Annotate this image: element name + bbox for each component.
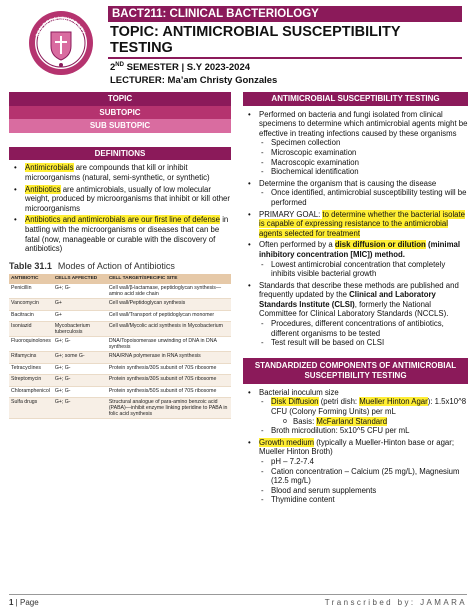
definition-first-line bbox=[9, 215, 231, 253]
table-cell: Vancomycin bbox=[9, 299, 53, 311]
highlight-mueller-hinton: Mueller Hinton Agar bbox=[359, 397, 428, 407]
list-item: - Once identified, antimicrobial susceptibility testing will be performed bbox=[259, 188, 468, 207]
definition-text: in battling with the microorganisms or diseases that can be fatal (now, manageable or curable with the discovery of antibiotics) bbox=[25, 215, 229, 254]
list-item: - Macroscopic examination bbox=[259, 158, 468, 168]
table-cell: G+; G- bbox=[53, 375, 107, 387]
lecturer-line: LECTURER: Ma’am Christy Gonzales bbox=[110, 75, 278, 87]
ast-sublist bbox=[259, 319, 468, 348]
highlight-mcfarland: McFarland Standard bbox=[316, 416, 388, 426]
university-seal-logo bbox=[28, 10, 94, 76]
ast-text: Performed on bacteria and fungi isolated from clinical specimens to determine which antimicrobial agents might be effective in treating infections caused by these organisms bbox=[259, 109, 468, 138]
semester-line bbox=[108, 59, 462, 73]
table-cell: G+; G- bbox=[53, 386, 107, 398]
table-cell: Cell wall/Peptidoglycan synthesis bbox=[107, 299, 231, 311]
header-text-block bbox=[108, 6, 462, 86]
page-label: | Page bbox=[13, 598, 39, 607]
table-cell: G+; G- bbox=[53, 398, 107, 419]
components-list bbox=[243, 388, 468, 505]
ast-point-standards bbox=[243, 281, 468, 348]
component-sublist bbox=[259, 397, 468, 435]
list-item: - Lowest antimicrobial concentration that completely inhibits visible bacterial growth bbox=[259, 260, 468, 279]
list-item: - Biochemical identification bbox=[259, 167, 468, 177]
ast-heading: ANTIMICROBIAL SUSCEPTIBILITY TESTING bbox=[243, 92, 468, 106]
table-cell: G+; G- bbox=[53, 337, 107, 352]
legend-topic: TOPIC bbox=[9, 92, 231, 106]
table-row bbox=[9, 310, 231, 322]
table-cell: Protein synthesis/30S subunit of 70S ribosome bbox=[107, 363, 231, 375]
component-growth-medium bbox=[243, 438, 468, 505]
ast-point-determine bbox=[243, 179, 468, 208]
definition-antibiotics bbox=[9, 185, 231, 214]
table-cell: G+; G- bbox=[53, 284, 107, 299]
semester-text: SEMESTER | S.Y 2023-2024 bbox=[123, 62, 251, 74]
list-item: - Cation concentration – Calcium (25 mg/L), Magnesium (12.5 mg/L) bbox=[259, 467, 468, 486]
definition-antimicrobials bbox=[9, 163, 231, 182]
table-cell: Bacitracin bbox=[9, 310, 53, 322]
table-caption bbox=[9, 262, 231, 272]
page-number-value: 1 bbox=[9, 598, 14, 607]
term-antimicrobials: Antimicrobials bbox=[25, 163, 74, 173]
table-cell: Fluoroquinolones bbox=[9, 337, 53, 352]
list-item bbox=[281, 417, 468, 427]
list-item: - Microscopic examination bbox=[259, 148, 468, 158]
list-item: - Broth microdilution: 5x10^5 CFU per mL bbox=[259, 426, 468, 436]
table-cell: Chloramphenicol bbox=[9, 386, 53, 398]
left-column bbox=[9, 92, 231, 419]
table-cell: Penicillin bbox=[9, 284, 53, 299]
legend-subsubtopic: SUB SUBTOPIC bbox=[9, 119, 231, 133]
table-row bbox=[9, 375, 231, 387]
table-row bbox=[9, 299, 231, 311]
highlight-growth-medium: Growth medium bbox=[259, 437, 315, 447]
component-text: (typically a Mueller-Hinton base or agar; Mueller Hinton Broth) bbox=[259, 437, 455, 457]
list-item: - Test result will be based on CLSI bbox=[259, 338, 468, 348]
table-cell: Isoniazid bbox=[9, 322, 53, 337]
table-row bbox=[9, 363, 231, 375]
antibiotics-table bbox=[9, 274, 231, 419]
table-cell: RNA/RNA polymerase in RNA synthesis bbox=[107, 352, 231, 364]
semester-number: 2 bbox=[110, 62, 116, 74]
highlight-disk-diffusion: Disk Diffusion bbox=[271, 397, 319, 407]
ast-text: PRIMARY GOAL: bbox=[259, 209, 323, 219]
definitions-list bbox=[9, 163, 231, 253]
highlight-method: disk diffusion or dilution bbox=[334, 240, 426, 250]
component-subsublist bbox=[281, 417, 468, 427]
definition-text: are compounds that kill or inhibit microorganisms (natural, semi-synthetic, or synthetic) bbox=[25, 163, 210, 182]
table-header-cell: CELLS AFFECTED bbox=[53, 274, 107, 284]
table-cell: G+; G- bbox=[53, 363, 107, 375]
definitions-heading: DEFINITIONS bbox=[9, 147, 231, 161]
table-cell: Tetracyclines bbox=[9, 363, 53, 375]
highlight-first-line: Antibiotics and antimicrobials are our first line of defense bbox=[25, 215, 221, 225]
table-cell: G+ bbox=[53, 299, 107, 311]
page-number bbox=[9, 598, 39, 607]
course-title: BACT211: CLINICAL BACTERIOLOGY bbox=[108, 6, 462, 22]
highlight-primary-goal: to determine whether the bacterial isolate is capable of expressing resistance to the antimicrobial agents selected for treatment bbox=[259, 209, 466, 238]
ast-list bbox=[243, 110, 468, 348]
component-text: Bacterial inoculum size bbox=[259, 387, 339, 397]
table-cell: Mycobacterium tuberculosis bbox=[53, 322, 107, 337]
list-item: - Blood and serum supplements bbox=[259, 486, 468, 496]
table-row bbox=[9, 322, 231, 337]
list-item bbox=[259, 397, 468, 426]
ast-point-performed bbox=[243, 110, 468, 177]
ast-sublist bbox=[259, 188, 468, 207]
ast-text: Often performed by a bbox=[259, 240, 335, 250]
table-cell: Cell wall/β-lactamase, peptidoglycan synthesis—amino acid side chain bbox=[107, 284, 231, 299]
table-header-cell: ANTIBIOTIC bbox=[9, 274, 53, 284]
table-header-cell: CELL TARGET/SPECIFIC SITE bbox=[107, 274, 231, 284]
page-footer bbox=[9, 594, 467, 607]
table-cell: Streptomycin bbox=[9, 375, 53, 387]
transcriber-credit: Transcribed by: JAMARA bbox=[324, 598, 467, 607]
right-column bbox=[243, 92, 468, 505]
seal-text: SAN BEDA UNIVERSITY bbox=[34, 15, 87, 38]
semester-suffix: ND bbox=[115, 62, 124, 68]
component-sublist bbox=[259, 457, 468, 505]
table-cell: DNA/Topoisomerase unwinding of DNA in DNA synthesis bbox=[107, 337, 231, 352]
definition-text: are antimicrobials, usually of low molecular weight, produced by microorganisms that inhibit or kill other microorganisms bbox=[25, 184, 230, 213]
table-row bbox=[9, 352, 231, 364]
component-inoculum bbox=[243, 388, 468, 436]
table-cell: Cell wall/Mycolic acid synthesis in Mycobacterium bbox=[107, 322, 231, 337]
list-item: - Thymidine content bbox=[259, 495, 468, 505]
component-text: Basis: bbox=[293, 416, 317, 426]
table-cell: G+ bbox=[53, 310, 107, 322]
component-text: ): 1.5x10^8 CFU (Colony Forming Units) per mL bbox=[271, 397, 467, 417]
table-cell: Structural analogue of para-amino benzoic acid (PABA)—inhibit enzyme linking pteridine to PABA in folic acid synthesis bbox=[107, 398, 231, 419]
list-item: - Procedures, different concentrations of antibiotics, different organisms to be tested bbox=[259, 319, 468, 338]
ast-text: Determine the organism that is causing the disease bbox=[259, 178, 437, 188]
table-cell: Protein synthesis/50S subunit of 70S ribosome bbox=[107, 386, 231, 398]
table-row bbox=[9, 337, 231, 352]
document-header bbox=[12, 6, 462, 92]
component-text: (petri dish: bbox=[318, 397, 360, 407]
list-item: - Specimen collection bbox=[259, 138, 468, 148]
table-cell: G+; some G- bbox=[53, 352, 107, 364]
ast-text: Standards that describe these methods are published and frequently updated by the bbox=[259, 280, 459, 300]
table-cell: Protein synthesis/30S subunit of 70S ribosome bbox=[107, 375, 231, 387]
ast-sublist bbox=[259, 260, 468, 279]
table-header-row bbox=[9, 274, 231, 284]
list-item: - pH – 7.2-7.4 bbox=[259, 457, 468, 467]
table-caption-text: Modes of Action of Antibiotics bbox=[57, 260, 175, 271]
term-antibiotics: Antibiotics bbox=[25, 184, 61, 194]
ast-text-bold: Clinical and Laboratory Standards Institute (CLSI) bbox=[259, 290, 436, 309]
table-cell: Sulfa drugs bbox=[9, 398, 53, 419]
ast-sublist bbox=[259, 138, 468, 176]
table-row bbox=[9, 386, 231, 398]
topic-title: TOPIC: ANTIMICROBIAL SUSCEPTIBILITY TESTING bbox=[110, 24, 401, 56]
ast-point-primary-goal bbox=[243, 210, 468, 239]
ast-point-method bbox=[243, 240, 468, 278]
ast-text: , formerly the National Committee for Clinical Laboratory Standards (NCCLS). bbox=[259, 299, 449, 319]
ast-text-bold: (minimal inhibitory concentration [MIC]) method. bbox=[259, 240, 461, 259]
table-cell: Rifamycins bbox=[9, 352, 53, 364]
table-row bbox=[9, 398, 231, 419]
table-row bbox=[9, 284, 231, 299]
table-cell: Cell wall/Transport of peptidoglycan monomer bbox=[107, 310, 231, 322]
components-heading: STANDARDIZED COMPONENTS OF ANTIMICROBIAL SUSCEPTIBILITY TESTING bbox=[243, 358, 468, 384]
legend-subtopic: SUBTOPIC bbox=[9, 106, 231, 120]
table-label: Table 31.1 bbox=[9, 260, 52, 271]
